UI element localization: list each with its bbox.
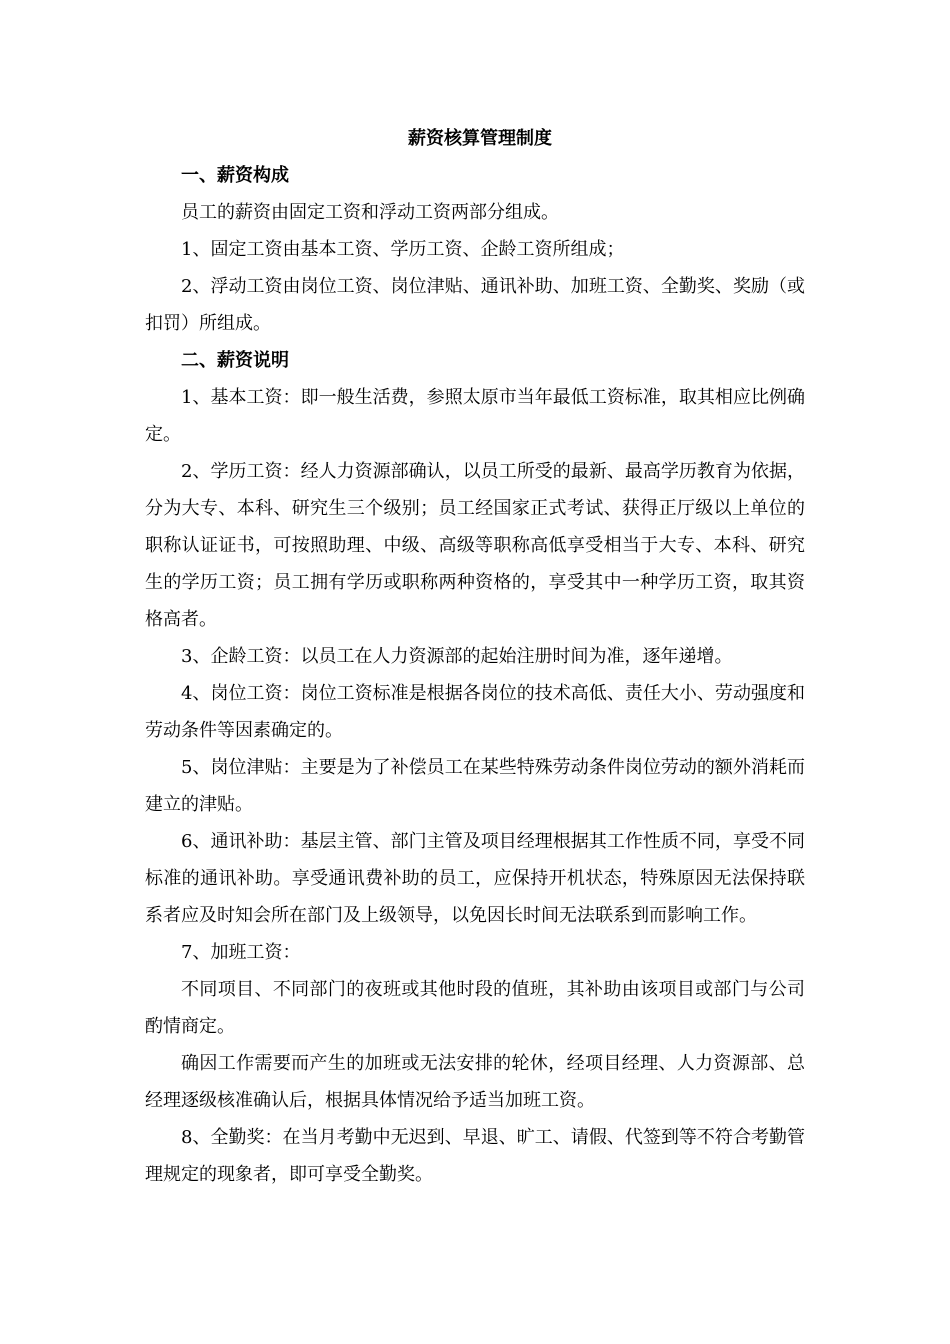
paragraph: 员工的薪资由固定工资和浮动工资两部分组成。 (181, 202, 559, 223)
paragraph: 不同项目、不同部门的夜班或其他时段的值班，其补助由该项目或部门与公司酌情商定。 (145, 979, 805, 1037)
paragraph: 1、基本工资：即一般生活费，参照太原市当年最低工资标准，取其相应比例确定。 (145, 387, 805, 445)
paragraph: 2、浮动工资由岗位工资、岗位津贴、通讯补助、加班工资、全勤奖、奖励（或扣罚）所组成。 (145, 276, 805, 334)
paragraph: 6、通讯补助：基层主管、部门主管及项目经理根据其工作性质不同，享受不同标准的通讯补助。享受通讯费补助的员工，应保持开机状态，特殊原因无法保持联系者应及时知会所在部门及上级领导，以免因长时间无法联系到而影响工作。 (145, 831, 805, 926)
document-body (145, 120, 805, 1193)
paragraph: 3、企龄工资：以员工在人力资源部的起始注册时间为准，逐年递增。 (181, 646, 733, 667)
paragraph: 5、岗位津贴：主要是为了补偿员工在某些特殊劳动条件岗位劳动的额外消耗而建立的津贴。 (145, 757, 805, 815)
document-title: 薪资核算管理制度 (408, 128, 552, 149)
section-heading: 二、薪资说明 (181, 350, 289, 371)
paragraph: 2、学历工资：经人力资源部确认，以员工所受的最新、最高学历教育为依据，分为大专、本科、研究生三个级别；员工经国家正式考试、获得正厅级以上单位的职称认证证书，可按照助理、中级、高级等职称高低享受相当于大专、本科、研究生的学历工资；员工拥有学历或职称两种资格的，享受其中一种学历工资，取其资格高者。 (145, 461, 805, 630)
paragraph: 1、固定工资由基本工资、学历工资、企龄工资所组成； (181, 239, 625, 260)
paragraph: 4、岗位工资：岗位工资标准是根据各岗位的技术高低、责任大小、劳动强度和劳动条件等因素确定的。 (145, 683, 805, 741)
paragraph: 8、全勤奖：在当月考勤中无迟到、早退、旷工、请假、代签到等不符合考勤管理规定的现象者，即可享受全勤奖。 (145, 1127, 805, 1185)
paragraph: 确因工作需要而产生的加班或无法安排的轮休，经项目经理、人力资源部、总经理逐级核准确认后，根据具体情况给予适当加班工资。 (145, 1053, 805, 1111)
paragraph: 7、加班工资： (181, 942, 301, 963)
section-heading: 一、薪资构成 (181, 165, 289, 186)
